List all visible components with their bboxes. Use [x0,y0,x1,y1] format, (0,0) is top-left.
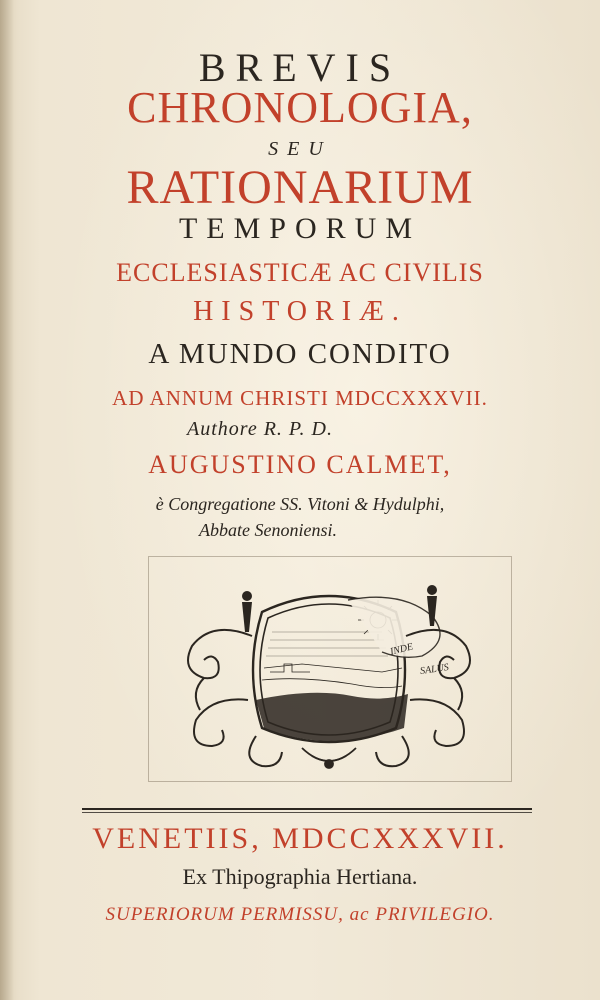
imprint-place-date: VENETIIS, MDCCXXXVII. [92,822,508,855]
vignette-motto-inde: INDE [389,641,415,658]
title-line-ad-annum: AD ANNUM CHRISTI MDCCXXXVII. [112,386,488,410]
author-name: AUGUSTINO CALMET, [148,450,452,479]
imprint-rule-thick [82,808,532,810]
title-line-a-mundo-condito: A MUNDO CONDITO [148,338,452,370]
title-line-chronologia: CHRONOLOGIA, [127,83,473,132]
imprint-rule-thin [82,812,532,813]
title-line-rationarium: RATIONARIUM [126,161,474,214]
title-line-brevis: BREVIS [198,45,402,90]
imprint-printer: Ex Thipographia Hertiana. [182,864,418,889]
title-line-ecclesiasticae: ECCLESIASTICÆ AC CIVILIS [116,258,484,287]
printer-device-vignette [152,560,506,776]
author-congregation: è Congregatione SS. Vitoni & Hydulphi, [155,494,445,514]
title-line-temporum: TEMPORUM [178,212,422,245]
title-line-seu: SEU [268,138,332,160]
title-line-historiae: HISTORIÆ. [193,296,407,327]
author-abbacy: Abbate Senoniensi. [199,520,337,540]
title-line-authore: Authore R. P. D. [187,418,333,440]
imprint-privilege: SUPERIORUM PERMISSU, ac PRIVILEGIO. [105,904,495,925]
vignette-motto-salus: SALUS [419,662,450,677]
